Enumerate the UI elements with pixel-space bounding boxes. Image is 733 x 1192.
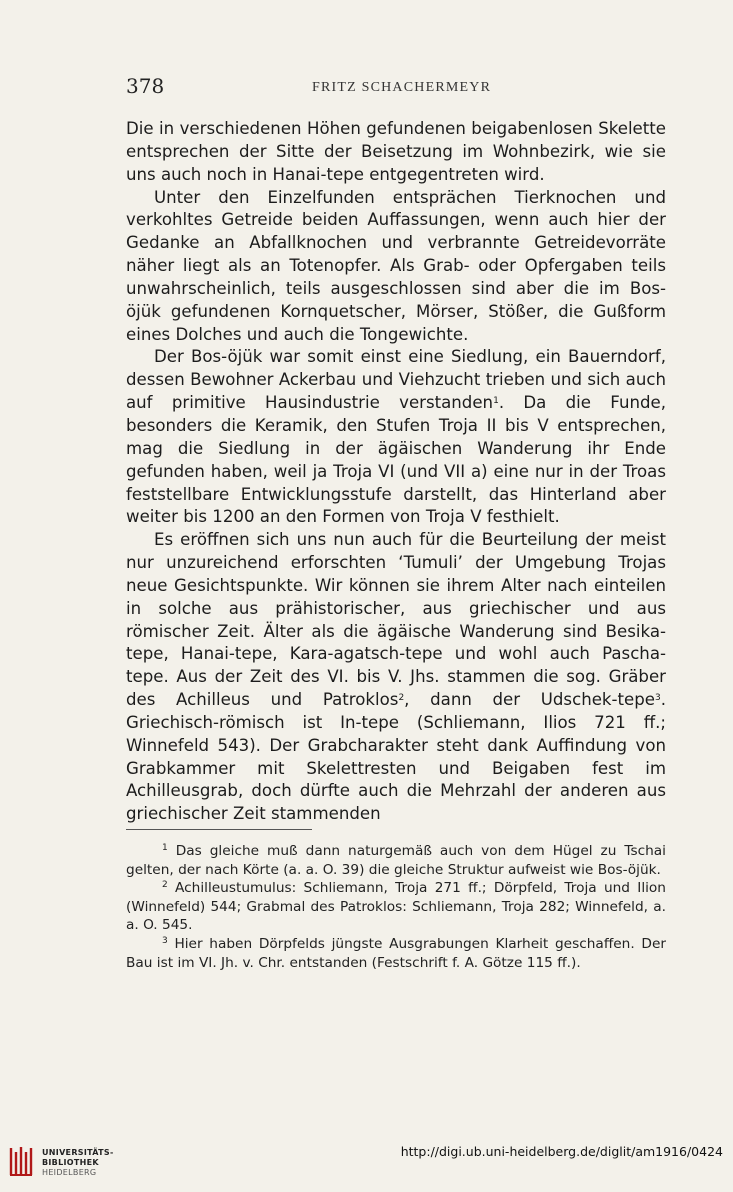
library-emblem-icon: [8, 1144, 34, 1178]
footnote-3: [126, 935, 666, 972]
paragraph-4-text-continued: , dann der Udschek-tepe: [404, 690, 655, 710]
footnote-2: [126, 879, 666, 935]
paragraph-4-text-end: . Griechisch-römisch ist In-tepe (Schliemann, Ilios 721 ff.; Winnefeld 543). Der Grabcharakter steht dank Auffindung von Grabkammer mit Skelettresten und Beigaben fest im Achilleusgrab, doch dürfte auch die Mehrzahl der anderen aus griechischer Zeit stammenden: [126, 690, 666, 824]
footnote-text: Das gleiche muß dann naturgemäß auch von dem Hügel zu Tschai gelten, der nach Körte (a. a. O. 39) die gleiche Struktur aufweist wie Bos-öjük.: [126, 843, 666, 878]
footnote-ref-2[interactable]: 2: [398, 693, 405, 704]
page-footer: [0, 1130, 733, 1192]
paragraph-4-text: Es eröffnen sich uns nun auch für die Beurteilung der meist nur unzureichend erforschten ‘Tumuli’ der Umgebung Trojas neue Gesichtspunkte. Wir können sie ihrem Alter nach einteilen in solche aus prähistorischer, aus griechischer und aus römischer Zeit. Älter als die ägäische Wanderung sind Besika-tepe, Hanai-tepe, Kara-agatsch-tepe und wohl auch Pascha-tepe. Aus der Zeit des VI. bis V. Jhs. stammen die sog. Gräber des Achilleus und Patroklos: [126, 530, 666, 710]
footnote-marker: 3: [162, 935, 168, 946]
footnote-1: [126, 842, 666, 879]
footnote-ref-1[interactable]: 1: [493, 396, 499, 407]
footnote-marker: 2: [162, 880, 168, 891]
paragraph-1: Die in verschiedenen Höhen gefundenen beigabenlosen Skelette entsprechen der Sitte der Beisetzung im Wohnbezirk, wie sie uns auch noch in Hanai-tepe entgegentreten wird.: [126, 119, 666, 184]
paragraph-3-text-continued: . Da die Funde, besonders die Keramik, den Stufen Troja II bis V entsprechen, mag die Siedlung in der ägäischen Wanderung ihr Ende gefunden haben, weil ja Troja VI (und VII a) eine nur in der Troas feststellbare Entwicklungsstufe darstellt, das Hinterland aber weiter bis 1200 an den Formen von Troja V festhielt.: [126, 393, 666, 527]
footnote-separator: [126, 829, 312, 830]
logo-line-3: HEIDELBERG: [42, 1168, 97, 1177]
footnotes: [126, 842, 666, 972]
running-title: FRITZ SCHACHERMEYR: [312, 80, 492, 95]
page-header: [126, 74, 666, 102]
paragraph-2: Unter den Einzelfunden entsprächen Tierknochen und verkohltes Getreide beiden Auffassungen, wenn auch hier der Gedanke an Abfallknochen und verbrannte Getreidevorräte näher liegt als an Totenopfer. Als Grab- oder Opfergaben teils unwahrscheinlich, teils ausgeschlossen sind aber die im Bos-öjük gefundenen Kornquetscher, Mörser, Stößer, die Gußform eines Dolches und auch die Tongewichte.: [126, 187, 666, 344]
footnote-marker: 1: [162, 843, 168, 853]
footnote-text: Hier haben Dörpfelds jüngste Ausgrabungen Klarheit geschaffen. Der Bau ist im VI. Jh. v. Chr. entstanden (Festschrift f. A. Götze 115 ff.).: [126, 935, 666, 971]
library-logo[interactable]: [8, 1144, 148, 1184]
paragraph-3: [126, 346, 666, 529]
logo-line-2: BIBLIOTHEK: [42, 1158, 99, 1167]
footnote-ref-3[interactable]: 3: [654, 693, 661, 704]
footnote-text: Achilleustumulus: Schliemann, Troja 271 ff.; Dörpfeld, Troja und Ilion (Winnefeld) 544; Grabmal des Patroklos: Schliemann, Troja 282; Winnefeld, a. a. O. 545.: [126, 880, 666, 934]
paragraph-4: [126, 529, 666, 826]
logo-text: [42, 1148, 114, 1178]
source-url-link[interactable]: http://digi.ub.uni-heidelberg.de/diglit/am1916/0424: [400, 1144, 723, 1159]
paragraph-3-text: Der Bos-öjük war somit einst eine Siedlung, ein Bauerndorf, dessen Bewohner Ackerbau und Viehzucht trieben und sich auch auf primitive Hausindustrie verstanden: [126, 347, 666, 413]
logo-line-1: UNIVERSITÄTS-: [42, 1148, 114, 1157]
body-text: [126, 118, 666, 826]
page-number: 378: [126, 74, 165, 98]
